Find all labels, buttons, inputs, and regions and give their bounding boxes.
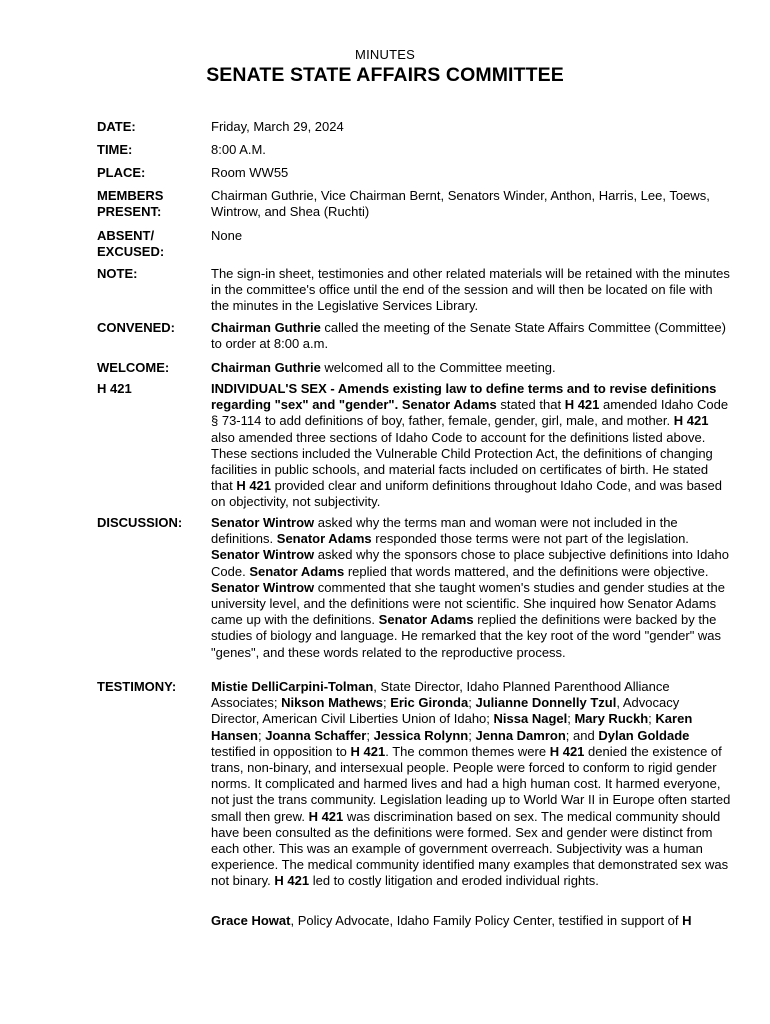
witness-name: Joanna Schaffer xyxy=(265,727,367,743)
testimony-text: , Policy Advocate, Idaho Family Policy Center, testified in support of xyxy=(290,913,679,928)
welcome-label: WELCOME: xyxy=(97,360,170,375)
testimony-text: led to costly litigation and eroded individual rights. xyxy=(312,873,599,889)
bill-ref: H 421 xyxy=(549,743,585,759)
speaker-name: Senator Adams xyxy=(249,563,345,579)
discussion-text: replied that words mattered, and the definitions were objective. xyxy=(347,563,709,579)
place-value: Room WW55 xyxy=(211,165,289,180)
discussion-label: DISCUSSION: xyxy=(97,515,183,530)
convened-value xyxy=(211,320,731,352)
testimony-text: ; and xyxy=(565,727,595,743)
absent-value: None xyxy=(211,228,243,243)
date-value: Friday, March 29, 2024 xyxy=(211,119,344,134)
testimony-text: testified in opposition to xyxy=(211,743,347,759)
speaker-name: Senator Adams xyxy=(401,397,497,413)
members-label-line2: PRESENT: xyxy=(97,204,162,220)
members-label-line1: MEMBERS xyxy=(97,188,164,203)
absent-label-line2: EXCUSED: xyxy=(97,244,165,260)
bill-ref: H 421 xyxy=(308,808,344,824)
witness-name: Julianne Donnelly Tzul xyxy=(475,695,617,711)
minutes-label: MINUTES xyxy=(355,47,415,62)
testimony-text: , Advocacy Director, American Civil Liberties Union of Idaho; xyxy=(211,695,680,727)
discussion-text: responded those terms were not part of the legislation. xyxy=(375,531,689,547)
witness-name: Karen Hansen xyxy=(211,711,693,743)
place-label: PLACE: xyxy=(97,165,146,180)
speaker-name: Senator Wintrow xyxy=(211,515,315,530)
witness-name: Mary Ruckh xyxy=(574,711,649,727)
witness-name: Mistie DelliCarpini-Tolman xyxy=(211,679,374,694)
h421-label: H 421 xyxy=(97,381,132,396)
h421-paragraph xyxy=(211,381,731,511)
h421-title: INDIVIDUAL'S SEX - Amends existing law to define terms and to revise definitions regarding "sex" and "gender". xyxy=(211,381,717,413)
welcome-value xyxy=(211,360,731,376)
discussion-text: commented that she taught women's studies and gender studies at the university level, and the definitions were not scientific. She inquired how Senator Adams came up with the definitions. xyxy=(211,579,725,628)
witness-name: Dylan Goldade xyxy=(598,727,690,743)
h421-text: amended Idaho Code § 73-114 to add definitions of boy, father, female, gender, girl, male, and mother. xyxy=(211,397,729,429)
witness-name: Nikson Mathews xyxy=(281,695,383,711)
bill-ref: H xyxy=(682,913,692,928)
bill-ref: H 421 xyxy=(274,873,310,889)
bill-ref: H 421 xyxy=(236,478,272,494)
discussion-text: asked why the sponsors chose to place subjective definitions into Idaho Code. xyxy=(211,547,729,579)
welcome-chairman: Chairman Guthrie xyxy=(211,360,321,375)
testimony-text: . The common themes were xyxy=(385,743,547,759)
witness-name: Jenna Damron xyxy=(475,727,566,743)
discussion-text: replied the definitions were backed by the studies of biology and language. He remarked that the key root of the word "gender" was "genes", and these words related to the reproductive process. xyxy=(211,612,722,660)
convened-text: called the meeting of the Senate State Affairs Committee (Committee) to order at 8:00 a.m. xyxy=(211,320,726,352)
testimony-support-paragraph xyxy=(211,913,731,929)
bill-ref: H 421 xyxy=(350,743,386,759)
welcome-text: welcomed all to the Committee meeting. xyxy=(324,360,556,375)
bill-ref: H 421 xyxy=(564,397,600,413)
speaker-name: Senator Wintrow xyxy=(211,579,315,595)
h421-text: stated that xyxy=(500,397,562,413)
convened-label: CONVENED: xyxy=(97,320,176,335)
convened-chairman: Chairman Guthrie xyxy=(211,320,321,335)
speaker-name: Senator Adams xyxy=(378,612,474,628)
time-value: 8:00 A.M. xyxy=(211,142,266,157)
speaker-name: Senator Wintrow xyxy=(211,547,315,563)
discussion-paragraph xyxy=(211,515,731,661)
testimony-label: TESTIMONY: xyxy=(97,679,177,694)
testimony-paragraph: Mistie DelliCarpini-Tolman, State Director, Idaho Planned Parenthood Alliance Associates; Nikson Mathews; Eric Gironda; Julianne Donnelly Tzul, Advocacy Director, American Civil Liberties Union of Idaho; Nissa Nagel; Mary Ruckh; Karen Hansen; Joanna Schaffer; Jessica Rolynn; Jenna Damron; and Dylan Goldade testified in opposition to H 421. The common themes were H 421 denied the existence of trans, non-binary, and intersexual people. People were forced to conform to rigid gender norms. It complicated and harmed lives and had a high human cost. It harmed everyone, not just the trans community. Legislation leading up to World War II in Europe often started small then grew. H 421 was discrimination based on sex. The medical community should have been consulted as the definitions were formed. Sex and gender were distinct from each other. This was an example of government overreach. Subjectivity was a human experience. The medical community identified many examples that demonstrated sex was not binary. H 421 led to costly litigation and eroded individual rights. xyxy=(211,679,731,889)
witness-name: Eric Gironda xyxy=(390,695,469,711)
testimony-text: denied the existence of trans, non-binary, and intersexual people. People were forced to conform to rigid gender norms. It complicated and harmed lives and had a high human cost. It harmed everyone, not just the trans community. Legislation leading up to World War II in Europe often started small then grew. xyxy=(211,743,731,824)
witness-name: Grace Howat xyxy=(211,913,291,928)
h421-text: provided clear and uniform definitions throughout Idaho Code, and was based on objectivity, not subjectivity. xyxy=(211,478,722,510)
testimony-text: was discrimination based on sex. The medical community should have been consulted as the definitions were formed. Sex and gender were distinct from each other. This was an example of government overreach. Subjectivity was a human experience. The medical community identified many examples that demonstrated sex was not binary. xyxy=(211,808,729,889)
time-label: TIME: xyxy=(97,142,133,157)
speaker-name: Senator Adams xyxy=(276,531,372,547)
date-label: DATE: xyxy=(97,119,136,134)
committee-title: SENATE STATE AFFAIRS COMMITTEE xyxy=(206,64,564,86)
witness-name: Jessica Rolynn xyxy=(373,727,469,743)
discussion-text: asked why the terms man and woman were not included in the definitions. xyxy=(211,515,678,547)
h421-text: also amended three sections of Idaho Code to account for the definitions listed above. These sections included the Vulnerable Child Protection Act, the definitions of changing facilities in public schools, and material facts included on certificates of birth. He stated that xyxy=(211,429,713,494)
bill-ref: H 421 xyxy=(673,413,709,429)
absent-label xyxy=(97,228,209,260)
members-label xyxy=(97,188,209,220)
note-value: The sign-in sheet, testimonies and other related materials will be retained with the minutes in the committee's office until the end of the session and will then be located on file with the minutes in the Legislative Services Library. xyxy=(211,266,730,314)
witness-name: Nissa Nagel xyxy=(493,711,568,727)
note-label: NOTE: xyxy=(97,266,138,281)
absent-label-line1: ABSENT/ xyxy=(97,228,155,243)
testimony-text: , State Director, Idaho Planned Parenthood Alliance Associates; xyxy=(211,679,670,711)
members-value: Chairman Guthrie, Vice Chairman Bernt, Senators Winder, Anthon, Harris, Lee, Toews, Wintrow, and Shea (Ruchti) xyxy=(211,188,710,220)
